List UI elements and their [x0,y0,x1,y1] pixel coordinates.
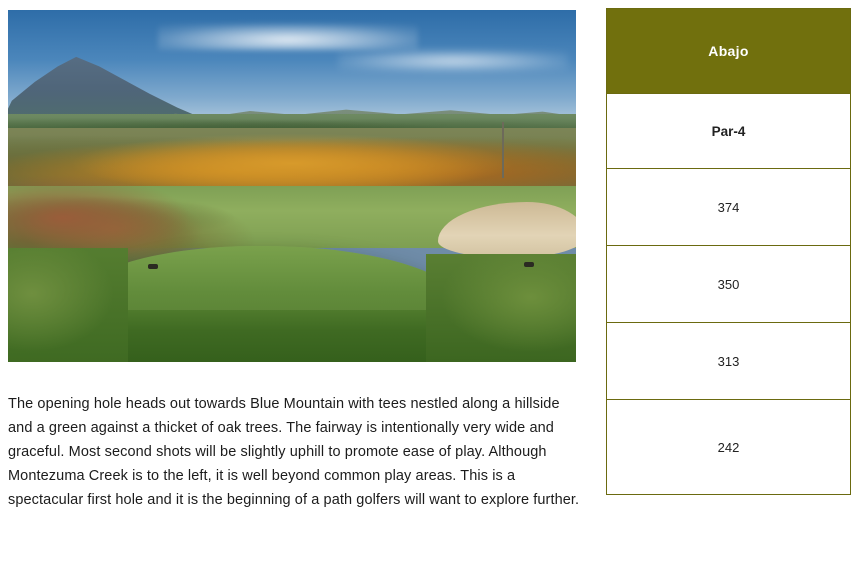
table-row [607,94,851,169]
table-row [607,246,851,323]
scorecard-yardage-cell: 350 [607,246,851,323]
cloud-icon [158,24,418,50]
table-row [607,400,851,495]
scorecard-yardage-cell: 242 [607,400,851,495]
right-rough [426,254,576,362]
tee-marker-icon [148,264,158,269]
hole-description-text: The opening hole heads out towards Blue Mountain with tees nestled along a hillside and a green against a thicket of oak trees. The fairway is intentionally very wide and graceful. Most second shots will be slightly uphill to promote ease of play. Although Montezuma Creek is to the left, it is well beyond common play areas. This is a spectacular first hole and it is the beginning of a path golfers will want to explore further. [8,396,580,508]
left-column [8,10,580,527]
utility-pole [502,122,504,178]
scorecard-yardage-cell: 374 [607,169,851,246]
left-rough [8,248,128,362]
table-row [607,323,851,400]
table-row [607,9,851,94]
scorecard-yardage-cell: 313 [607,323,851,400]
scorecard-header-cell: Abajo [607,9,851,94]
tee-marker-icon [524,262,534,267]
cloud-icon [338,50,568,72]
golf-hole-photograph [8,10,576,362]
table-row [607,169,851,246]
scorecard-table [606,8,851,495]
scorecard-par-cell: Par-4 [607,94,851,169]
